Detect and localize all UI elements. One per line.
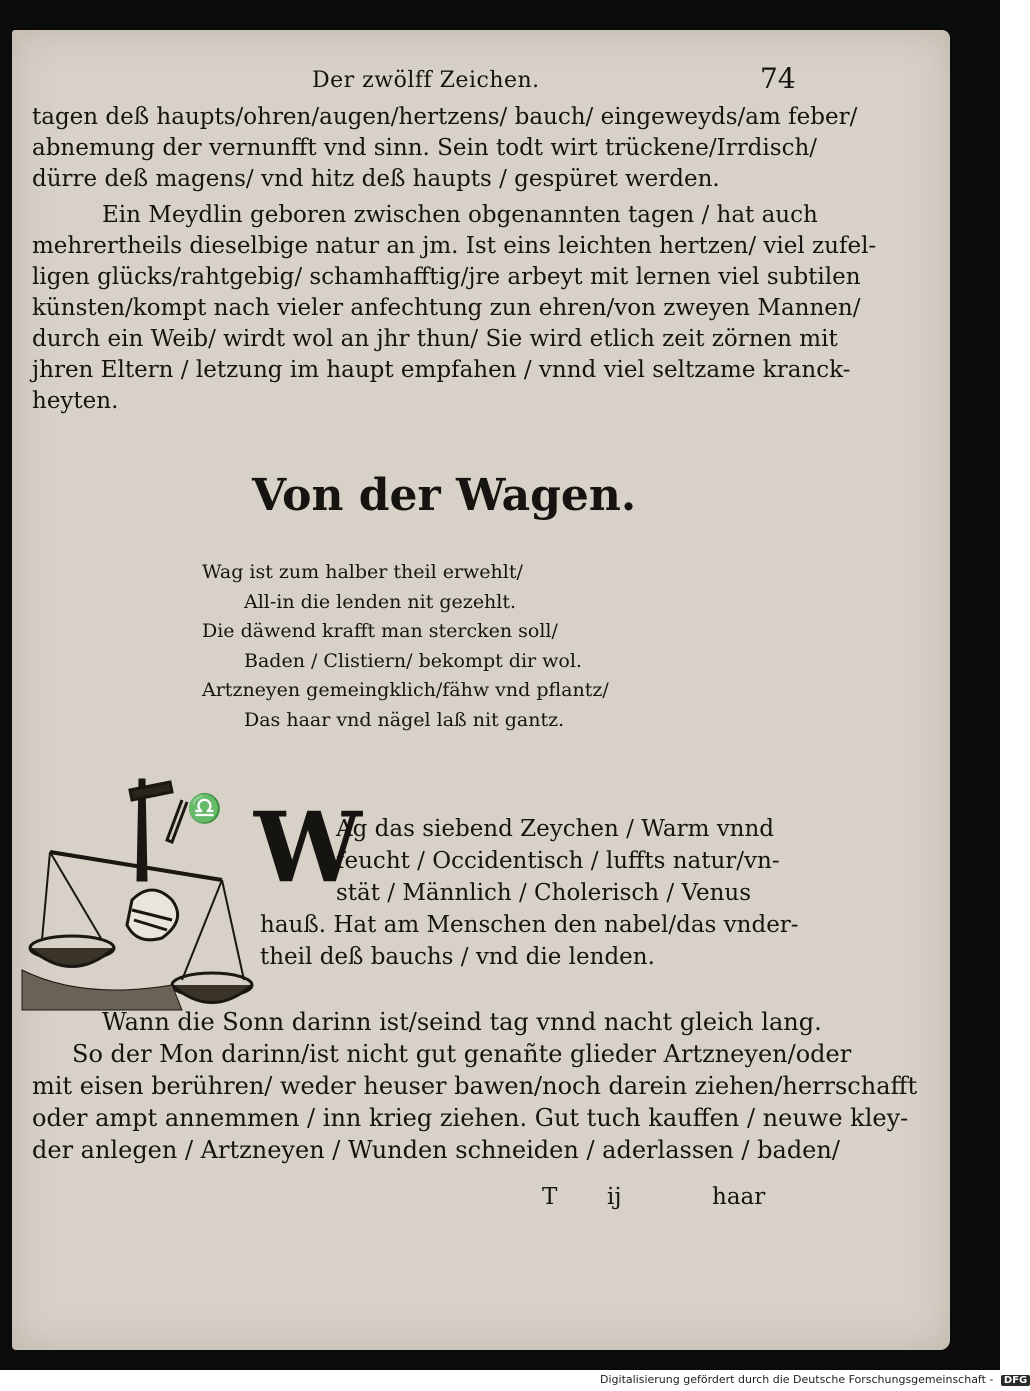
book-page (12, 30, 950, 1350)
signature-number: ij (607, 1184, 622, 1210)
text-line: theil deß bauchs / vnd die lenden. (260, 944, 655, 970)
text-line: Wann die Sonn darinn ist/seind tag vnnd nacht gleich lang. (102, 1008, 822, 1036)
footer-credit (600, 1373, 1030, 1386)
verse-line: Das haar vnd nägel laß nit gantz. (244, 708, 565, 731)
text-line: abnemung der vernunfft vnd sinn. Sein todt wirt trückene/Irrdisch/ (32, 135, 818, 161)
text-line: künsten/kompt nach vieler anfechtung zun ehren/von zweyen Mannen/ (32, 295, 861, 321)
verse-line: Wag ist zum halber theil erwehlt/ (202, 561, 523, 583)
sign-description (260, 813, 810, 973)
verse-line: Artzneyen gemeingklich/fähw vnd pflantz/ (202, 679, 609, 701)
text-line: mit eisen berühren/ weder heuser bawen/noch darein ziehen/herrschafft (32, 1072, 918, 1100)
drop-cap: W (254, 791, 362, 904)
paragraph-3 (32, 1006, 918, 1166)
text-line: dürre deß magens/ vnd hitz deß haupts / gespüret werden. (32, 166, 720, 192)
text-line: tagen deß haupts/ohren/augen/hertzens/ bauch/ eingeweyds/am feber/ (32, 104, 858, 130)
text-line: So der Mon darinn/ist nicht gut genañte glieder Artzneyen/oder (72, 1040, 852, 1068)
text-line: hauß. Hat am Menschen den nabel/das vnder- (260, 912, 799, 938)
text-line: heyten. (32, 388, 119, 414)
text-line: Ag das siebend Zeychen / Warm vnnd (336, 816, 775, 842)
text-line: feucht / Occidentisch / luffts natur/vn- (336, 848, 780, 874)
text-line: jhren Eltern / letzung im haupt empfahen / vnnd viel seltzame kranck- (32, 357, 851, 383)
text-line: ligen glücks/rahtgebig/ schamhafftig/jre arbeyt mit lernen viel subtilen (32, 264, 861, 290)
paragraph-2 (32, 200, 877, 417)
verse-line: Baden / Clistiern/ bekompt dir wol. (244, 649, 582, 672)
footer-text: Digitalisierung gefördert durch die Deutsche Forschungsgemeinschaft - (600, 1373, 994, 1386)
verse-line: All-in die lenden nit gezehlt. (244, 590, 517, 613)
running-head: Der zwölff Zeichen. (312, 68, 540, 93)
text-line: durch ein Weib/ wirdt wol an jhr thun/ Sie wird etlich zeit zörnen mit (32, 326, 838, 352)
paragraph-1 (32, 102, 858, 195)
text-line: mehrertheils dieselbige natur an jm. Ist eins leichten hertzen/ viel zufel- (32, 233, 877, 259)
verse-line: Die däwend krafft man stercken soll/ (202, 620, 558, 642)
page-number: 74 (760, 62, 796, 95)
dfg-logo: DFG (1001, 1375, 1030, 1386)
text-line: Ein Meydlin geboren zwischen obgenannten tagen / hat auch (102, 202, 818, 228)
text-line: der anlegen / Artzneyen / Wunden schneiden / aderlassen / baden/ (32, 1136, 840, 1164)
verse-block (202, 558, 609, 735)
text-line: oder ampt annemmen / inn krieg ziehen. Gut tuch kauffen / neuwe kley- (32, 1104, 909, 1132)
signature-mark: T (542, 1184, 558, 1210)
catchword: haar (712, 1184, 766, 1210)
text-line: stät / Männlich / Cholerisch / Venus (336, 880, 752, 906)
section-heading: Von der Wagen. (252, 470, 637, 521)
libra-zodiac-icon: ♎ (187, 792, 222, 825)
